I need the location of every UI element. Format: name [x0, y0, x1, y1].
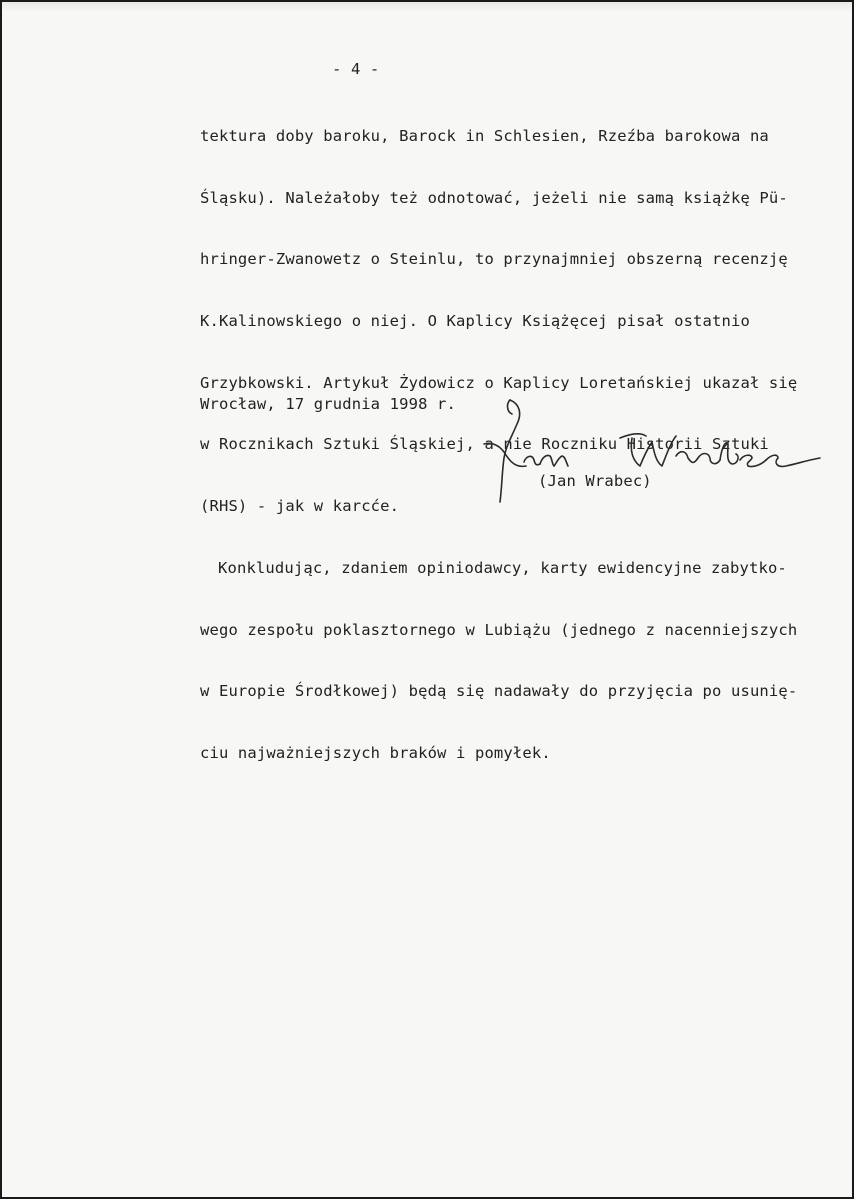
body-line: Grzybkowski. Artykuł Żydowicz o Kaplicy Loretańskiej ukazał się — [200, 373, 798, 392]
body-line: ciu najważniejszych braków i pomyłek. — [200, 743, 551, 762]
printed-name: (Jan Wrabec) — [538, 472, 652, 490]
body-line: Śląsku). Należałoby też odnotować, jeżeli nie samą książkę Pü- — [200, 188, 788, 207]
place-date: Wrocław, 17 grudnia 1998 r. — [200, 395, 457, 413]
body-line: wego zespołu poklasztornego w Lubiążu (jednego z nacenniejszych — [200, 620, 798, 639]
body-line: tektura doby baroku, Barock in Schlesien, Rzeźba barokowa na — [200, 127, 769, 145]
body-line: (RHS) - jak w karcće. — [200, 497, 400, 516]
body-line: Konkludując, zdaniem opiniodawcy, karty ewidencyjne zabytko- — [218, 558, 787, 577]
body-line: w Rocznikach Sztuki Śląskiej, a nie Roczniku Historii Sztuki — [200, 435, 769, 454]
handwritten-signature — [480, 394, 830, 509]
body-line: hringer-Zwanowetz o Steinlu, to przynajmniej obszerną recenzję — [200, 250, 788, 269]
page-number: - 4 - — [332, 60, 380, 78]
body-line: K.Kalinowskiego o niej. O Kaplicy Książęcej pisał ostatnio — [200, 312, 750, 331]
body-line: w Europie Środłkowej) będą się nadawały do przyjęcia po usunię- — [200, 682, 798, 701]
